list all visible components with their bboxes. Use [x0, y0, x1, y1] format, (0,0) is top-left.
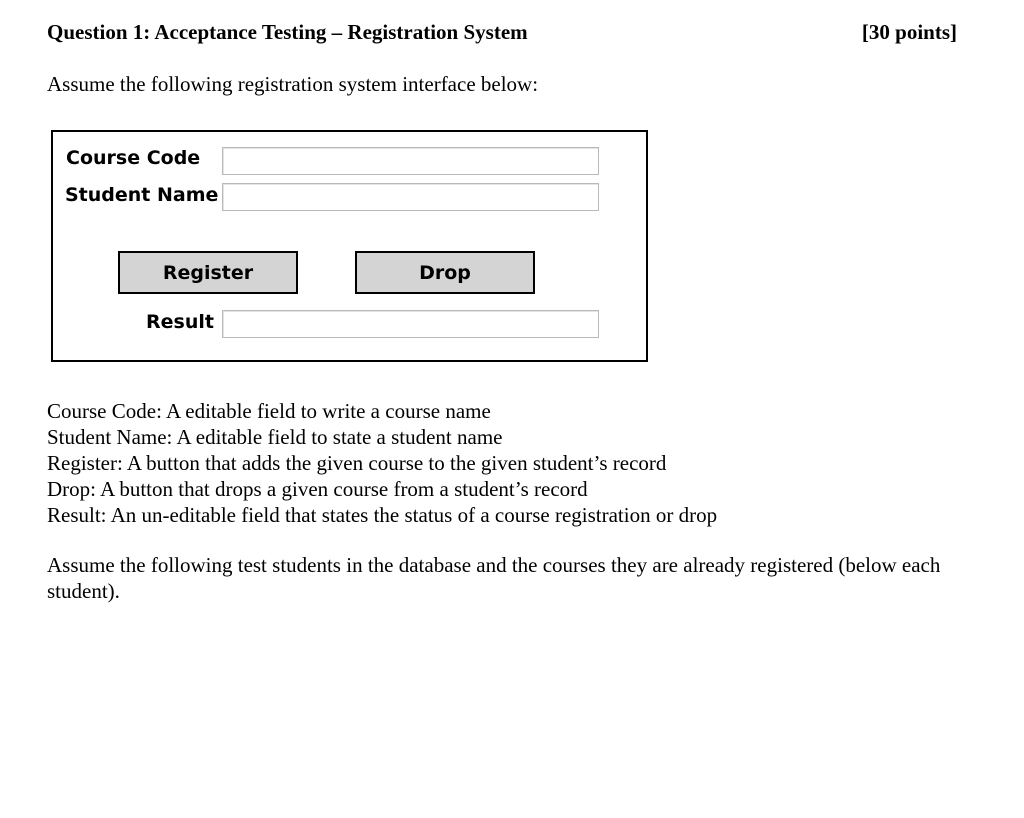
- course-code-field[interactable]: [222, 147, 599, 175]
- closing-text: Assume the following test students in the database and the courses they are already registered (below each student).: [47, 553, 941, 603]
- course-code-label: Course Code: [66, 147, 201, 169]
- student-name-field[interactable]: [222, 183, 599, 211]
- question-title: Question 1: Acceptance Testing – Registration System: [47, 20, 528, 44]
- description-register: Register: A button that adds the given course to the given student’s record: [47, 451, 667, 475]
- description-student-name: Student Name: A editable field to state a student name: [47, 425, 503, 449]
- description-course-code: Course Code: A editable field to write a course name: [47, 399, 491, 423]
- registration-form-mockup: [51, 130, 648, 362]
- student-name-label: Student Name: [65, 184, 219, 206]
- description-result: Result: An un-editable field that states the status of a course registration or drop: [47, 503, 718, 527]
- intro-text: Assume the following registration system interface below:: [47, 72, 539, 96]
- register-button[interactable]: Register: [118, 251, 298, 294]
- question-points: [30 points]: [861, 20, 957, 44]
- drop-button[interactable]: Drop: [355, 251, 535, 294]
- result-label: Result: [146, 311, 214, 333]
- field-descriptions: [47, 398, 717, 528]
- result-field: [222, 310, 599, 338]
- question-heading: [47, 20, 957, 46]
- description-drop: Drop: A button that drops a given course from a student’s record: [47, 477, 588, 501]
